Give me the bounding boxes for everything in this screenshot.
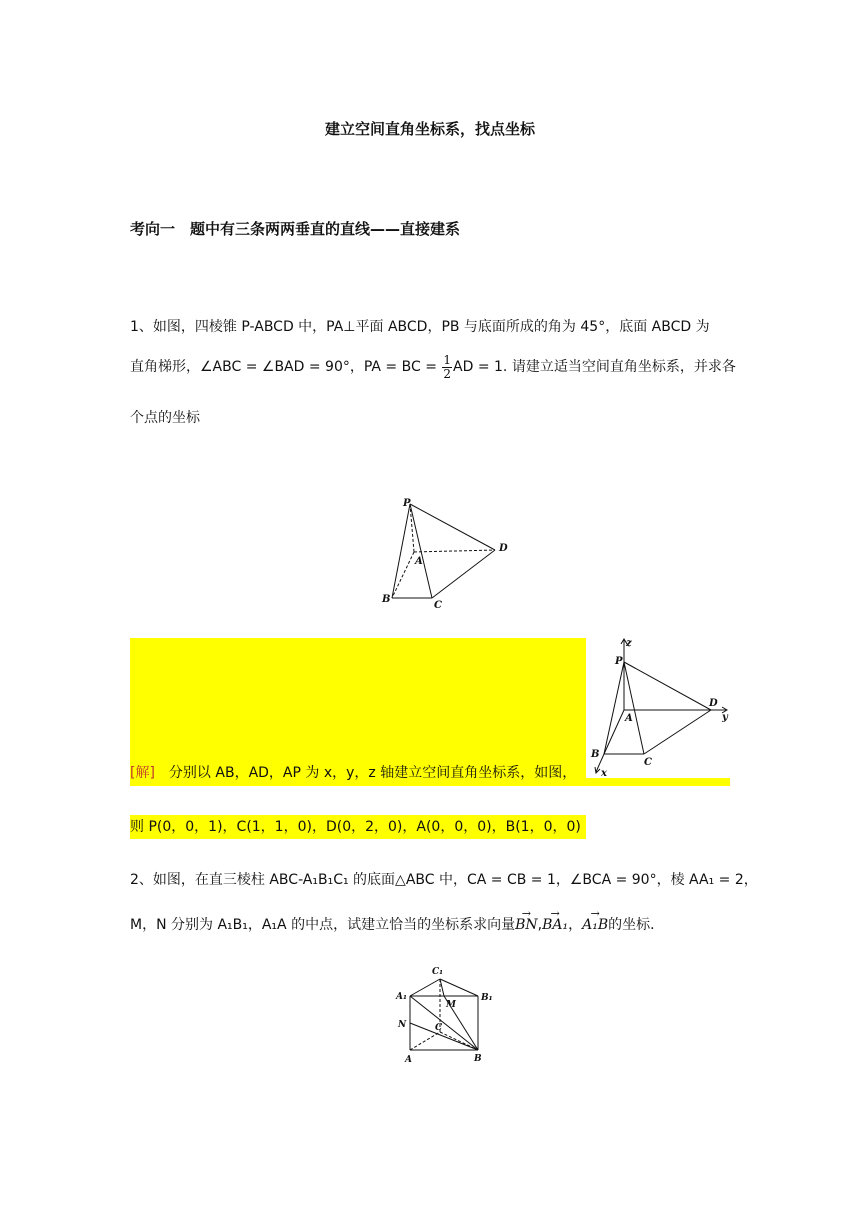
edge-pc (624, 662, 644, 754)
vector-separator-2: ， (568, 917, 583, 933)
problem1-line2-tail: 请建立适当空间直角坐标系，并求各 (511, 359, 736, 376)
label-a: A (415, 556, 423, 567)
label-d: D (499, 543, 508, 554)
problem2-line2 (130, 918, 664, 932)
label-b: B (591, 749, 600, 760)
vector-bn: → BN (515, 918, 538, 932)
label-c: C (644, 757, 652, 768)
edge-ac-hidden (410, 1032, 440, 1050)
edge-pb (392, 504, 410, 598)
solution-highlight-block (130, 638, 586, 778)
label-n: N (398, 1020, 407, 1030)
edge-pb (604, 662, 624, 754)
solution1-text (130, 766, 576, 780)
edge-pc (410, 504, 432, 598)
document-title: 建立空间直角坐标系，找点坐标 (324, 120, 535, 138)
label-z: z (626, 638, 632, 649)
solution-tag: [解] (130, 765, 155, 781)
vector-separator-1: , (537, 917, 543, 933)
edge-ab (604, 710, 624, 754)
pyramid-figure (370, 494, 520, 616)
label-c: C (435, 1023, 443, 1033)
edge-c1b1 (440, 979, 478, 996)
label-c: C (434, 600, 442, 611)
vector-a1b: → A₁B (582, 918, 608, 932)
label-a: A (405, 1055, 412, 1065)
problem2-line1: 2、如图，在直三棱柱 ABC-A₁B₁C₁ 的底面△ABC 中，CA = CB = 1，∠BCA = 90°，棱 AA₁ = 2， (130, 872, 758, 888)
edge-ad-hidden (414, 550, 495, 552)
segment-c1m (440, 979, 444, 996)
problem1-line1: 1、如图，四棱锥 P-ABCD 中，PA⊥平面 ABCD，PB 与底面所成的角为 45°，底面 ABCD 为 (130, 319, 710, 335)
edge-pd (624, 662, 711, 710)
edge-cd (432, 550, 495, 598)
label-y: y (722, 712, 728, 723)
problem1-line2-post: AD = 1. (453, 359, 508, 376)
fraction-numerator: 1 (443, 353, 452, 367)
problem1-line2-pre: 直角梯形，∠ABC = ∠BAD = 90°，PA = BC = (130, 359, 442, 376)
fraction-denominator: 2 (443, 366, 452, 381)
edge-cd (644, 710, 711, 754)
pyramid-axes-figure (586, 636, 736, 778)
fraction-one-half (442, 354, 452, 380)
label-b: B (474, 1054, 482, 1064)
prism-figure (390, 962, 500, 1066)
label-b1: B₁ (481, 993, 493, 1003)
problem2-line2-pre: M，N 分别为 A₁B₁，A₁A 的中点，试建立恰当的坐标系求向量 (130, 917, 516, 933)
label-a1: A₁ (396, 992, 407, 1002)
label-p: P (403, 498, 411, 509)
label-c1: C₁ (432, 967, 444, 977)
solution1-answer: 则 P(0，0，1)，C(1，1，0)，D(0，2，0)，A(0，0，0)，B(1，0，0) (130, 819, 581, 835)
label-p: P (615, 656, 623, 667)
section-heading: 考向一 题中有三条两两垂直的直线——直接建系 (130, 220, 461, 238)
segment-bn (410, 1023, 478, 1050)
label-x: x (601, 768, 607, 778)
vector-ba1: → BA₁ (542, 918, 568, 932)
problem1-line2 (130, 354, 736, 380)
label-a: A (625, 713, 633, 724)
edge-a1c1 (410, 979, 440, 996)
problem2-line2-post: 的坐标． (608, 917, 665, 933)
label-m: M (446, 1000, 456, 1010)
label-b: B (382, 594, 391, 605)
edge-ab-hidden (392, 552, 414, 598)
problem1-line3: 个点的坐标 (130, 410, 200, 426)
label-d: D (709, 698, 718, 709)
solution-body: 分别以 AB，AD，AP 为 x，y，z 轴建立空间直角坐标系，如图， (154, 765, 577, 781)
edge-pd (410, 504, 495, 550)
segment-a1b (410, 996, 478, 1050)
